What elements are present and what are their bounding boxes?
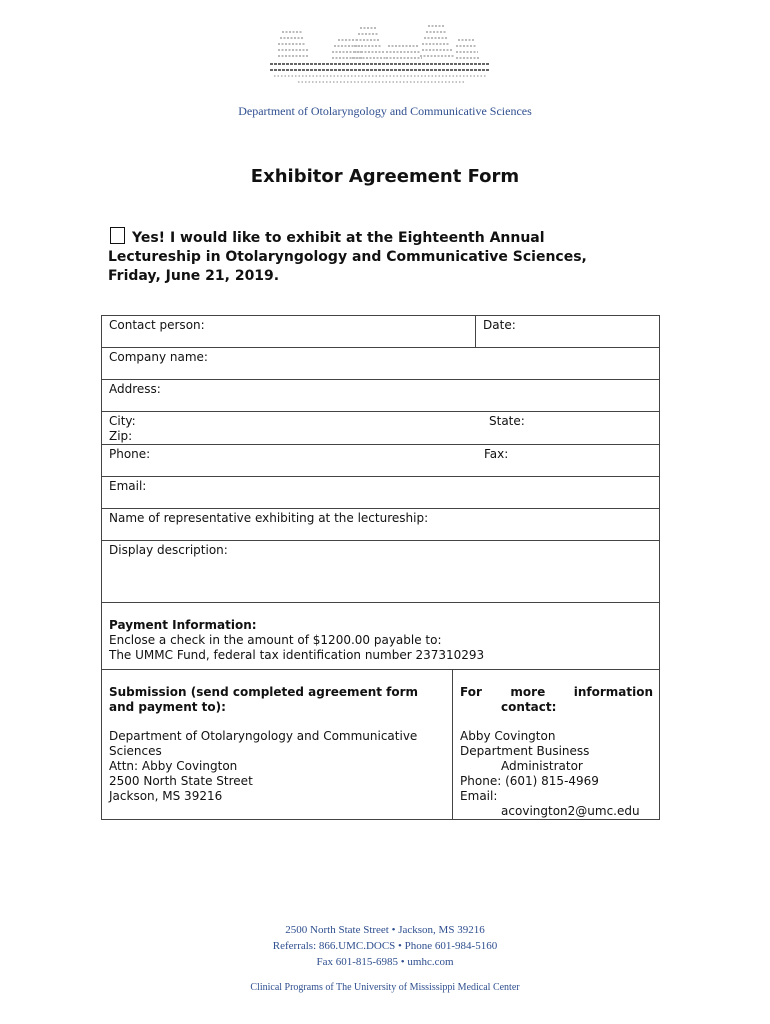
company-name-field[interactable] [102, 348, 660, 380]
submission-address-3: Attn: Abby Covington [109, 759, 238, 773]
contact-person-label: Contact person: [109, 318, 205, 332]
department-header: Department of Otolaryngology and Communicative Sciences [238, 104, 532, 118]
date-label: Date: [483, 318, 516, 332]
city-state-zip-field[interactable] [102, 412, 660, 445]
display-description-label: Display description: [109, 543, 228, 557]
representative-label: Name of representative exhibiting at the lectureship: [109, 511, 429, 525]
footer-tagline: Clinical Programs of The University of Mississippi Medical Center [250, 982, 520, 993]
zip-label: Zip: [109, 429, 133, 443]
footer-fax-web: Fax 601-815-6985 • umhc.com [316, 956, 454, 968]
payment-line-1: Enclose a check in the amount of $1200.00 payable to: [109, 633, 442, 647]
exhibit-intro [108, 227, 628, 286]
contact-phone: Phone: (601) 815-4969 [460, 774, 599, 788]
page-title: Exhibitor Agreement Form [250, 166, 520, 187]
submission-heading-2: and payment to): [109, 700, 226, 714]
phone-fax-field[interactable] [102, 445, 660, 477]
submission-address-2: Sciences [109, 744, 162, 758]
display-description-field[interactable] [102, 541, 660, 603]
footer-address: 2500 North State Street • Jackson, MS 39216 [285, 924, 485, 936]
payment-heading: Payment Information: [109, 618, 257, 632]
company-name-label: Company name: [109, 350, 208, 364]
submission-cell [102, 670, 453, 820]
contact-role-1: Department Business [460, 744, 590, 758]
contact-heading [460, 685, 653, 700]
email-field[interactable] [102, 477, 660, 509]
address-field[interactable] [102, 380, 660, 412]
contact-heading-word: more [510, 685, 546, 699]
city-label: City: [109, 414, 136, 428]
representative-field[interactable] [102, 509, 660, 541]
submission-address-4: 2500 North State Street [109, 774, 253, 788]
fax-label: Fax: [484, 447, 509, 461]
contact-role-2: Administrator [501, 759, 583, 773]
contact-email-link[interactable]: acovington2@umc.edu [501, 804, 640, 818]
payment-info-cell [102, 603, 660, 670]
submission-address-5: Jackson, MS 39216 [109, 789, 223, 803]
footer-phone: Referrals: 866.UMC.DOCS • Phone 601-984-5160 [272, 940, 498, 952]
contact-person-field[interactable] [102, 316, 476, 348]
intro-line-1: Yes! I would like to exhibit at the Eighteenth Annual [132, 230, 545, 246]
contact-heading-word: information [573, 685, 653, 699]
phone-label: Phone: [109, 447, 151, 461]
submission-address-1: Department of Otolaryngology and Communicative [109, 729, 418, 743]
state-label: State: [489, 414, 525, 428]
exhibit-checkbox[interactable] [110, 227, 125, 244]
payment-line-2: The UMMC Fund, federal tax identification number 237310293 [109, 648, 485, 662]
contact-name: Abby Covington [460, 729, 556, 743]
address-label: Address: [109, 382, 161, 396]
intro-line-3: Friday, June 21, 2019. [108, 268, 280, 284]
contact-heading-2: contact: [501, 700, 557, 714]
contact-heading-word: For [460, 685, 482, 699]
intro-line-2: Lectureship in Otolaryngology and Communicative Sciences, [108, 249, 587, 265]
ummc-logo [268, 20, 492, 90]
email-label: Email: [109, 479, 147, 493]
exhibitor-form-table [101, 315, 660, 820]
contact-cell [453, 670, 660, 820]
submission-heading-1: Submission (send completed agreement form [109, 685, 419, 699]
contact-email-label: Email: [460, 789, 498, 803]
date-field[interactable] [476, 316, 660, 348]
